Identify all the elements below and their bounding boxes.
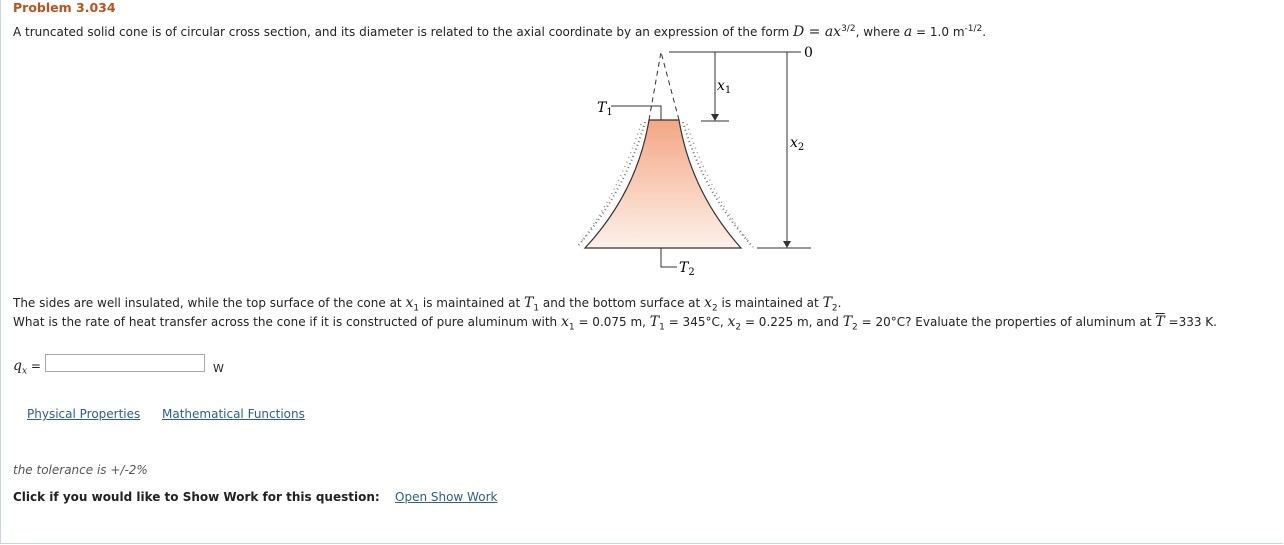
cond-t2: T	[822, 295, 832, 311]
cond-text-5: .	[837, 296, 842, 310]
cond-x2: x	[704, 295, 712, 311]
cond-t1: T	[523, 295, 534, 311]
question-t1-sub: 1	[659, 322, 665, 333]
t2-label: $T_2$	[679, 260, 695, 278]
question-text-1: What is the rate of heat transfer across the cone if it is constructed of pure aluminum with	[13, 315, 561, 329]
question-x2-sub: 2	[735, 322, 742, 333]
mathematical-functions-link[interactable]: Mathematical Functions	[162, 407, 305, 421]
cond-text-4: is maintained at	[717, 296, 823, 310]
formula-ax: ax	[824, 24, 842, 40]
answer-input[interactable]	[45, 354, 205, 372]
intro-where: , where	[855, 25, 904, 39]
intro-text: A truncated solid cone is of circular cross section, and its diameter is related to the axial coordinate by an expression of the form	[13, 25, 793, 39]
question-t2: T	[842, 314, 853, 330]
answer-unit: W	[213, 362, 224, 375]
cond-text-2: is maintained at	[419, 296, 524, 310]
a-value: = 1.0 m	[912, 25, 965, 39]
problem-conditions	[13, 295, 842, 314]
cone-figure	[561, 42, 821, 287]
cond-t2-sub: 2	[831, 303, 838, 314]
cond-t1-sub: 1	[533, 303, 540, 314]
formula-exponent: 3/2	[841, 24, 856, 34]
formula-eq: =	[804, 24, 825, 40]
cond-x1: x	[405, 295, 414, 311]
formula-d: D	[792, 24, 805, 40]
cone-body	[585, 120, 741, 248]
question-x2-value: = 0.225 m, and	[741, 315, 843, 329]
x1-arrowhead	[711, 114, 719, 121]
answer-q: q	[13, 358, 22, 374]
question-tbar-value: =333 K.	[1164, 315, 1217, 329]
answer-eq: =	[27, 359, 41, 373]
problem-title: Problem 3.034	[13, 0, 116, 15]
problem-intro	[13, 24, 986, 40]
t1-label: $T_1$	[597, 100, 613, 118]
t1-leader	[611, 106, 661, 120]
question-t1: T	[649, 314, 660, 330]
show-work-prompt: Click if you would like to Show Work for this question:	[13, 490, 380, 504]
answer-label	[13, 358, 41, 377]
open-show-work-link[interactable]: Open Show Work	[395, 490, 498, 504]
question-x1-sub: 1	[568, 322, 575, 333]
apex-line-left	[649, 52, 661, 120]
answer-q-sub: x	[21, 366, 28, 377]
apex-line-right	[661, 52, 679, 120]
cond-x2-sub: 2	[711, 303, 718, 314]
tolerance-note: the tolerance is +/-2%	[13, 463, 148, 477]
zero-label: 0	[804, 45, 813, 61]
question-x1-value: = 0.075 m,	[574, 315, 650, 329]
question-x2: x	[727, 314, 736, 330]
cond-x1-sub: 1	[413, 303, 420, 314]
physical-properties-link[interactable]: Physical Properties	[27, 407, 141, 421]
question-t1-value: = 345°C,	[664, 315, 728, 329]
x2-arrowhead	[783, 241, 791, 248]
intro-end: .	[982, 25, 987, 39]
cond-text-3: and the bottom surface at	[539, 296, 705, 310]
question-t2-sub: 2	[852, 322, 858, 333]
x1-label: $x_1$	[717, 78, 732, 96]
a-exponent: -1/2	[964, 24, 983, 34]
x2-label: $x_2$	[790, 135, 805, 153]
t2-leader	[661, 248, 677, 267]
var-a: a	[903, 24, 913, 40]
question-x1: x	[560, 314, 569, 330]
question-tbar: $\overline{T}$	[1155, 314, 1165, 330]
problem-question	[13, 314, 1217, 333]
cond-text-1: The sides are well insulated, while the top surface of the cone at	[13, 296, 406, 310]
question-t2-value: = 20°C? Evaluate the properties of aluminum at	[857, 315, 1156, 329]
